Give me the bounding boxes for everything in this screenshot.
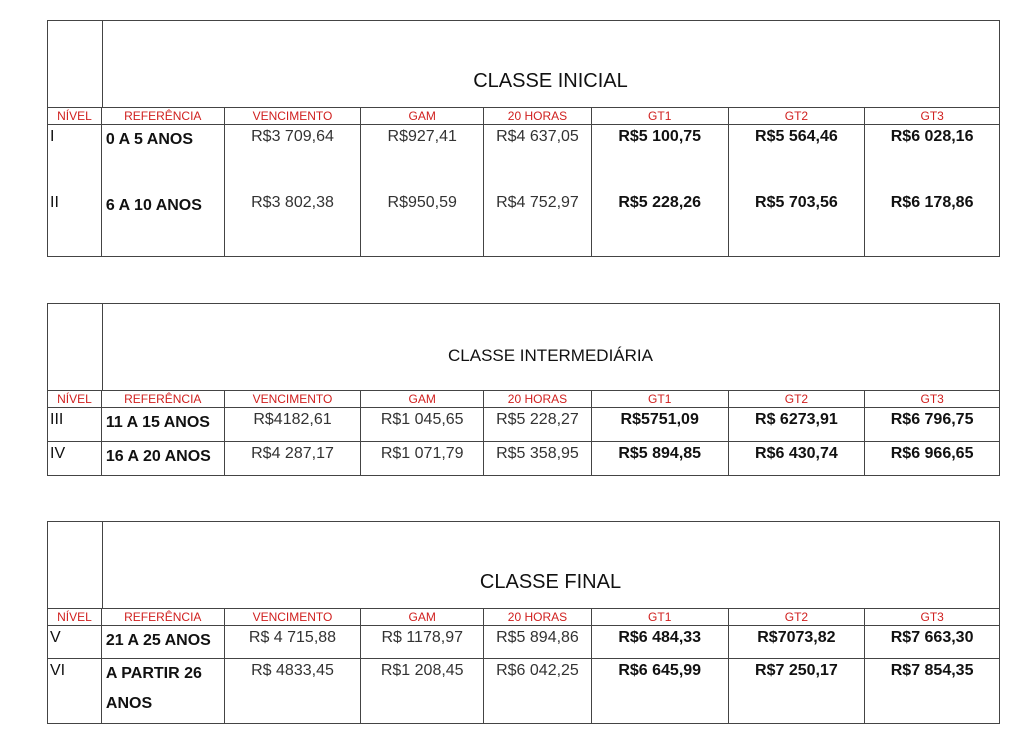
col-vencimento: VENCIMENTO bbox=[225, 391, 362, 407]
column-headers bbox=[48, 391, 999, 408]
table-title: CLASSE INICIAL bbox=[473, 70, 628, 92]
cell-vencimento: R$4 287,17 bbox=[225, 442, 362, 476]
cell-nivel: IV bbox=[48, 442, 102, 476]
col-nivel: NÍVEL bbox=[48, 609, 102, 625]
col-vencimento: VENCIMENTO bbox=[225, 108, 362, 124]
cell-gam: R$1 045,65 bbox=[361, 408, 484, 441]
cell-referencia: 21 A 25 ANOS bbox=[102, 626, 225, 658]
cell-nivel: V bbox=[48, 626, 102, 658]
col-vencimento: VENCIMENTO bbox=[225, 609, 362, 625]
cell-nivel: III bbox=[48, 408, 102, 441]
column-headers bbox=[48, 609, 999, 626]
column-headers bbox=[48, 108, 999, 125]
cell-20-horas: R$4 637,05 bbox=[484, 125, 592, 191]
table-header bbox=[48, 21, 999, 108]
col-gt3: GT3 bbox=[920, 610, 944, 624]
cell-gt2: R$ 6273,91 bbox=[729, 408, 866, 441]
cell-20-horas: R$5 228,27 bbox=[484, 408, 592, 441]
col-gt3: GT3 bbox=[920, 392, 944, 406]
col-gt3: GT3 bbox=[920, 109, 944, 123]
cell-nivel: I bbox=[48, 125, 102, 191]
table-row bbox=[48, 626, 999, 658]
table-row bbox=[48, 125, 999, 191]
cell-gt3: R$6 796,75 bbox=[890, 411, 974, 428]
header-empty-cell bbox=[48, 304, 103, 390]
col-gam: GAM bbox=[361, 108, 484, 124]
col-20-horas: 20 HORAS bbox=[484, 609, 592, 625]
cell-vencimento: R$3 709,64 bbox=[225, 125, 362, 191]
table-header bbox=[48, 304, 999, 391]
col-gt1: GT1 bbox=[592, 609, 729, 625]
cell-gt3: R$7 854,35 bbox=[890, 662, 974, 679]
col-nivel: NÍVEL bbox=[48, 108, 102, 124]
cell-gt2: R$7 250,17 bbox=[729, 659, 866, 724]
table-title: CLASSE FINAL bbox=[479, 571, 622, 593]
cell-gt1: R$5751,09 bbox=[592, 408, 729, 441]
salary-table-final bbox=[47, 521, 1000, 724]
cell-gt3: R$7 663,30 bbox=[890, 629, 974, 646]
cell-gt2: R$5 564,46 bbox=[729, 125, 866, 191]
cell-gt3: R$6 028,16 bbox=[890, 128, 974, 145]
col-gt1: GT1 bbox=[592, 391, 729, 407]
cell-gt3: R$6 178,86 bbox=[890, 194, 974, 211]
cell-20-horas: R$5 894,86 bbox=[484, 626, 592, 658]
cell-vencimento: R$3 802,38 bbox=[225, 191, 362, 256]
cell-gt1: R$5 894,85 bbox=[592, 442, 729, 476]
cell-20-horas: R$6 042,25 bbox=[484, 659, 592, 724]
cell-gt1: R$6 645,99 bbox=[592, 659, 729, 724]
cell-nivel: II bbox=[48, 191, 102, 256]
header-empty-cell bbox=[48, 21, 103, 107]
table-row bbox=[48, 658, 999, 724]
header-empty-cell bbox=[48, 522, 103, 608]
cell-gt2: R$5 703,56 bbox=[729, 191, 866, 256]
cell-gt2: R$7073,82 bbox=[729, 626, 866, 658]
col-20-horas: 20 HORAS bbox=[484, 391, 592, 407]
cell-referencia: 11 A 15 ANOS bbox=[102, 408, 225, 441]
col-referencia: REFERÊNCIA bbox=[102, 609, 225, 625]
cell-20-horas: R$5 358,95 bbox=[484, 442, 592, 476]
col-gam: GAM bbox=[361, 391, 484, 407]
cell-gam: R$1 208,45 bbox=[361, 659, 484, 724]
col-nivel: NÍVEL bbox=[48, 391, 102, 407]
table-row bbox=[48, 408, 999, 441]
cell-vencimento: R$ 4 715,88 bbox=[225, 626, 362, 658]
cell-gt3: R$6 966,65 bbox=[890, 445, 974, 462]
cell-vencimento: R$ 4833,45 bbox=[225, 659, 362, 724]
col-20-horas: 20 HORAS bbox=[484, 108, 592, 124]
table-row bbox=[48, 191, 999, 256]
col-gt2: GT2 bbox=[729, 609, 866, 625]
cell-referencia: 16 A 20 ANOS bbox=[102, 442, 225, 476]
cell-vencimento: R$4182,61 bbox=[225, 408, 362, 441]
cell-gam: R$1 071,79 bbox=[361, 442, 484, 476]
col-gt2: GT2 bbox=[729, 108, 866, 124]
cell-referencia: A PARTIR 26 ANOS bbox=[102, 659, 225, 724]
col-gam: GAM bbox=[361, 609, 484, 625]
table-header bbox=[48, 522, 999, 609]
table-title: CLASSE INTERMEDIÁRIA bbox=[448, 346, 653, 365]
cell-gt1: R$5 228,26 bbox=[592, 191, 729, 256]
cell-gt1: R$5 100,75 bbox=[592, 125, 729, 191]
col-gt1: GT1 bbox=[592, 108, 729, 124]
cell-gt2: R$6 430,74 bbox=[729, 442, 866, 476]
cell-gam: R$950,59 bbox=[361, 191, 484, 256]
cell-referencia: 0 A 5 ANOS bbox=[102, 125, 225, 191]
col-referencia: REFERÊNCIA bbox=[102, 108, 225, 124]
col-gt2: GT2 bbox=[729, 391, 866, 407]
cell-nivel: VI bbox=[48, 659, 102, 724]
col-referencia: REFERÊNCIA bbox=[102, 391, 225, 407]
salary-table-inicial bbox=[47, 20, 1000, 257]
cell-gam: R$ 1178,97 bbox=[361, 626, 484, 658]
table-row bbox=[48, 441, 999, 476]
cell-20-horas: R$4 752,97 bbox=[484, 191, 592, 256]
cell-gt1: R$6 484,33 bbox=[592, 626, 729, 658]
cell-gam: R$927,41 bbox=[361, 125, 484, 191]
cell-referencia: 6 A 10 ANOS bbox=[102, 191, 225, 256]
salary-table-intermediaria bbox=[47, 303, 1000, 476]
